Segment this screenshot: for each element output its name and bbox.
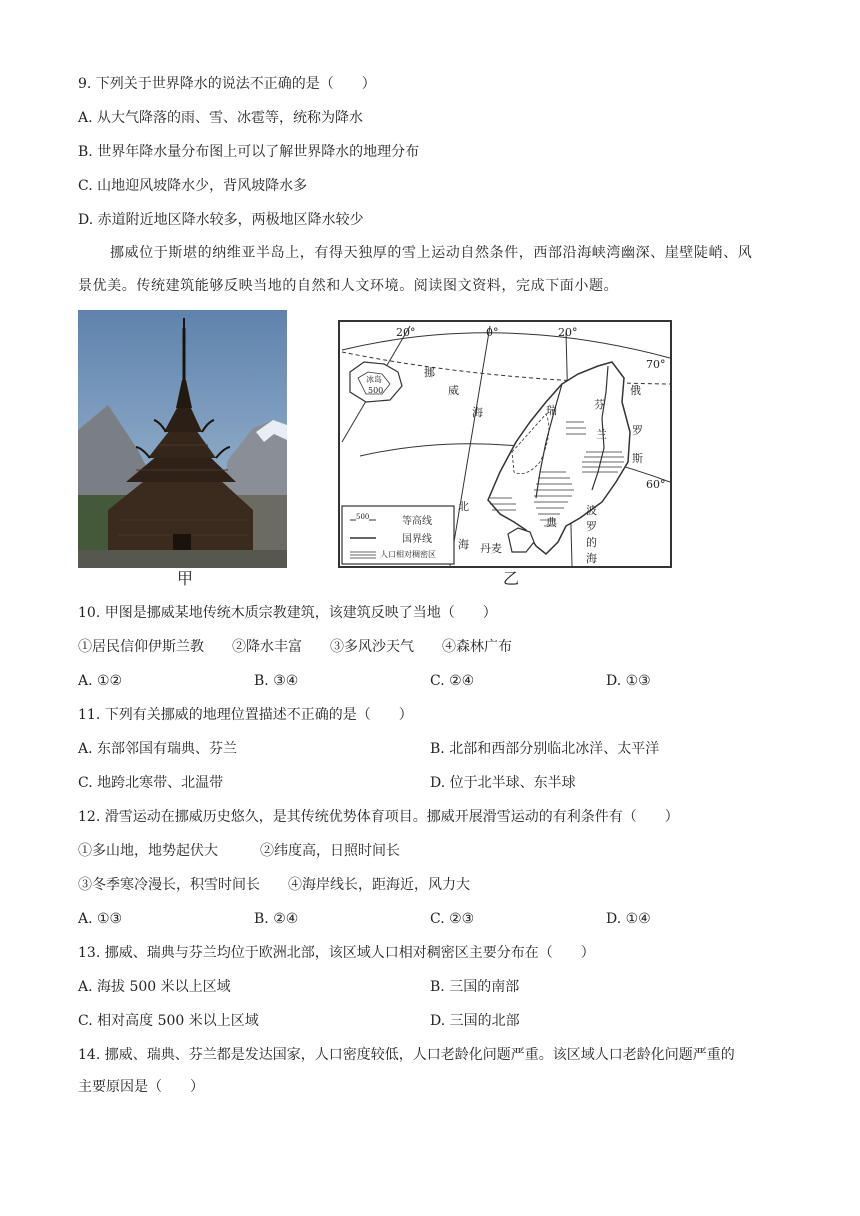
q9-stem: 9. 下列关于世界降水的说法不正确的是（ ）	[78, 76, 376, 92]
map-label-luo: 罗	[632, 424, 643, 437]
q11-option-b: B. 北部和西部分别临北冰洋、太平洋	[430, 741, 660, 757]
q12-items-2: ③冬季寒冷漫长，积雪时间长 ④海岸线长，距海近，风力大	[78, 877, 470, 893]
q11-option-d: D. 位于北半球、东半球	[430, 775, 576, 791]
q10-option-d: D. ①③	[606, 673, 651, 689]
q12-option-c: C. ②③	[430, 911, 475, 927]
map-label-denmark: 丹麦	[480, 542, 502, 555]
q10-option-b: B. ③④	[254, 673, 299, 689]
q13-option-b: B. 三国的南部	[430, 979, 520, 995]
q12-option-a: A. ①③	[78, 911, 123, 927]
q9-option-c: C. 山地迎风坡降水少，背风坡降水多	[78, 178, 308, 194]
q9-option-a: A. 从大气降落的雨、雪、冰雹等，统称为降水	[78, 110, 364, 126]
q10-items: ①居民信仰伊斯兰教 ②降水丰富 ③多风沙天气 ④森林广布	[78, 639, 512, 655]
map-label-wei: 威	[448, 384, 459, 397]
q12-option-b: B. ②④	[254, 911, 299, 927]
map-lat-label-60: 60°	[646, 478, 666, 491]
map-label-e: 俄	[630, 384, 641, 397]
q13-option-a: A. 海拔 500 米以上区域	[78, 979, 231, 995]
map-lon-label-1: 20°	[396, 326, 416, 339]
q14-stem-line-1: 14. 挪威、瑞典、芬兰都是发达国家，人口密度较低，人口老龄化问题严重。该区域人口老龄化问题严重的	[78, 1047, 735, 1063]
q12-items-1: ①多山地，地势起伏大 ②纬度高，日照时间长	[78, 843, 400, 859]
figure-caption-jia: 甲	[177, 569, 194, 588]
stave-church-photo	[78, 310, 287, 568]
map-label-lan: 兰	[596, 428, 607, 441]
figure-caption-yi: 乙	[503, 569, 520, 588]
map-label-bo: 波	[586, 504, 597, 517]
q13-option-c: C. 相对高度 500 米以上区域	[78, 1013, 259, 1029]
q13-stem: 13. 挪威、瑞典与芬兰均位于欧洲北部，该区域人口相对稠密区主要分布在（ ）	[78, 945, 595, 961]
legend-contour: 等高线	[402, 516, 432, 527]
map-label-rui: 瑞	[546, 404, 557, 417]
map-label-contour-500: 500	[368, 386, 384, 395]
q10-stem: 10. 甲图是挪威某地传统木质宗教建筑，该建筑反映了当地（ ）	[78, 605, 497, 621]
q9-option-b: B. 世界年降水量分布图上可以了解世界降水的地理分布	[78, 144, 420, 160]
map-label-de: 的	[586, 536, 597, 549]
map-label-bei: 北	[458, 500, 469, 513]
legend-border: 国界线	[402, 534, 432, 545]
map-label-hai-3: 海	[586, 552, 597, 565]
map-label-nuo: 挪	[424, 366, 435, 379]
legend-dense-population: 人口相对稠密区	[380, 550, 436, 559]
q10-option-a: A. ①②	[78, 673, 123, 689]
map-label-hai-2: 海	[458, 538, 469, 551]
q10-option-c: C. ②④	[430, 673, 475, 689]
map-label-iceland: 冰岛	[366, 375, 382, 384]
q11-option-c: C. 地跨北寒带、北温带	[78, 775, 224, 791]
map-lon-label-3: 20°	[558, 326, 578, 339]
q13-option-d: D. 三国的北部	[430, 1013, 520, 1029]
q12-stem: 12. 滑雪运动在挪威历史悠久，是其传统优势体育项目。挪威开展滑雪运动的有利条件有（ ）	[78, 809, 679, 825]
map-label-luo-2: 罗	[586, 520, 597, 533]
scandinavia-map	[338, 320, 672, 568]
q12-option-d: D. ①④	[606, 911, 651, 927]
q14-stem-line-2: 主要原因是（ ）	[78, 1079, 204, 1095]
map-lat-label-70: 70°	[646, 358, 666, 371]
legend-contour-sample: 500	[356, 513, 370, 521]
passage-line-2: 景优美。传统建筑能够反映当地的自然和人文环境。阅读图文资料，完成下面小题。	[78, 278, 619, 294]
map-label-si: 斯	[632, 452, 643, 465]
map-label-dian: 典	[546, 516, 557, 529]
q11-stem: 11. 下列有关挪威的地理位置描述不正确的是（ ）	[78, 707, 413, 723]
map-lon-label-2: 0°	[486, 326, 499, 339]
map-label-hai: 海	[472, 406, 483, 419]
map-label-fen: 芬	[594, 398, 605, 411]
q9-option-d: D. 赤道附近地区降水较多，两极地区降水较少	[78, 212, 364, 228]
q11-option-a: A. 东部邻国有瑞典、芬兰	[78, 741, 238, 757]
passage-line-1: 挪威位于斯堪的纳维亚半岛上，有得天独厚的雪上运动自然条件，西部沿海峡湾幽深、崖壁陡峭、风	[110, 245, 753, 261]
